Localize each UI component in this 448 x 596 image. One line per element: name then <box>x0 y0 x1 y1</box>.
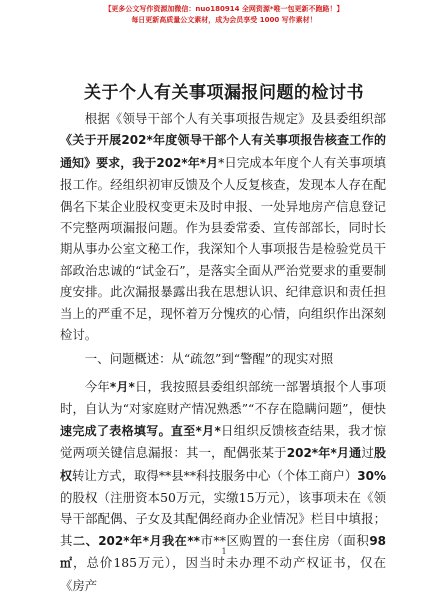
bold-text-run: 二、202*年*月我在** <box>73 533 200 548</box>
document-body <box>60 108 386 596</box>
bold-text-run: *月* <box>109 379 135 394</box>
promo-banner <box>0 4 448 26</box>
document-title: 关于个人有关事项漏报问题的检讨书 <box>84 83 364 103</box>
bold-text-run: 《关于开展202*年度领导干部个人有关事项报告核查工作的通知》要求，我于202*年*月 <box>60 133 386 170</box>
page-number: 1 <box>221 547 227 556</box>
text-run: ，总价185万元），因当时未办理不动产权证书，仅在《房产 <box>60 555 386 593</box>
promo-banner-line-2: 每日更新高质量公文素材，成为会员享受 1000 写作素材！ <box>131 16 317 24</box>
bold-text-run: 30% <box>357 468 386 483</box>
text-run: 过 <box>361 445 374 461</box>
bold-text-run: 98㎡ <box>60 533 387 571</box>
promo-banner-line-1: 【更多公文写作资源加微信：nuo180914 全网资源*唯一包更新不跑路！】 <box>104 5 344 13</box>
text-run: 转让方式，取得**县**科技服务中心（个体工商户） <box>72 467 358 483</box>
paragraph-intro <box>60 108 386 345</box>
bold-text-run: 速完成了表格填写。直至*月* <box>60 423 221 438</box>
text-run: 今年 <box>84 378 110 394</box>
section-heading: 一、问题概述：从“疏忽”到“警醒”的现实对照 <box>84 351 334 367</box>
text-run: 日组织反馈核查结果，我才惊觉两项关键信息漏报：其一，配偶张某于 <box>60 422 386 461</box>
text-run: *日完成本年度个人有关事项填报工作。经组织初审反馈及个人反复核查，发现本人存在配偶名下某企业股权变更未及时申报、一处异地房产信息登记不完整两项漏报问题。作为县委常委、宣传部部长，同时长期从事办公室文秘工作，我深知个人事项报告是检验党员干部政治忠诚的“试金石”，是落实全面从严治党要求的重要制度安排。此次漏报暴露出我在思想认识、纪律意识和责任担当上的严重不足，现怀着万分愧疚的心情，向组织作出深刻检讨。 <box>60 154 386 343</box>
text-run: 日，我按照县委组织部统一部署填报个人事项时，自认为“对家庭财产情况熟悉”“不存在隐瞒问题”，便快 <box>60 378 386 417</box>
text-run: 的股权（注册资本50万元，实缴15万元），该事项未在《领导干部配偶、子女及其配偶经商办企业情况》栏目中填报；其 <box>60 489 386 548</box>
paragraph-problem-summary <box>60 376 386 596</box>
bold-text-run: 202*年*月通 <box>286 446 362 461</box>
text-run: 根据《领导干部个人有关事项报告规定》及县委组织部 <box>84 111 386 126</box>
bold-text-run: 股权 <box>60 446 387 483</box>
text-run: 市**区购置的一套住房（面积 <box>199 532 370 548</box>
